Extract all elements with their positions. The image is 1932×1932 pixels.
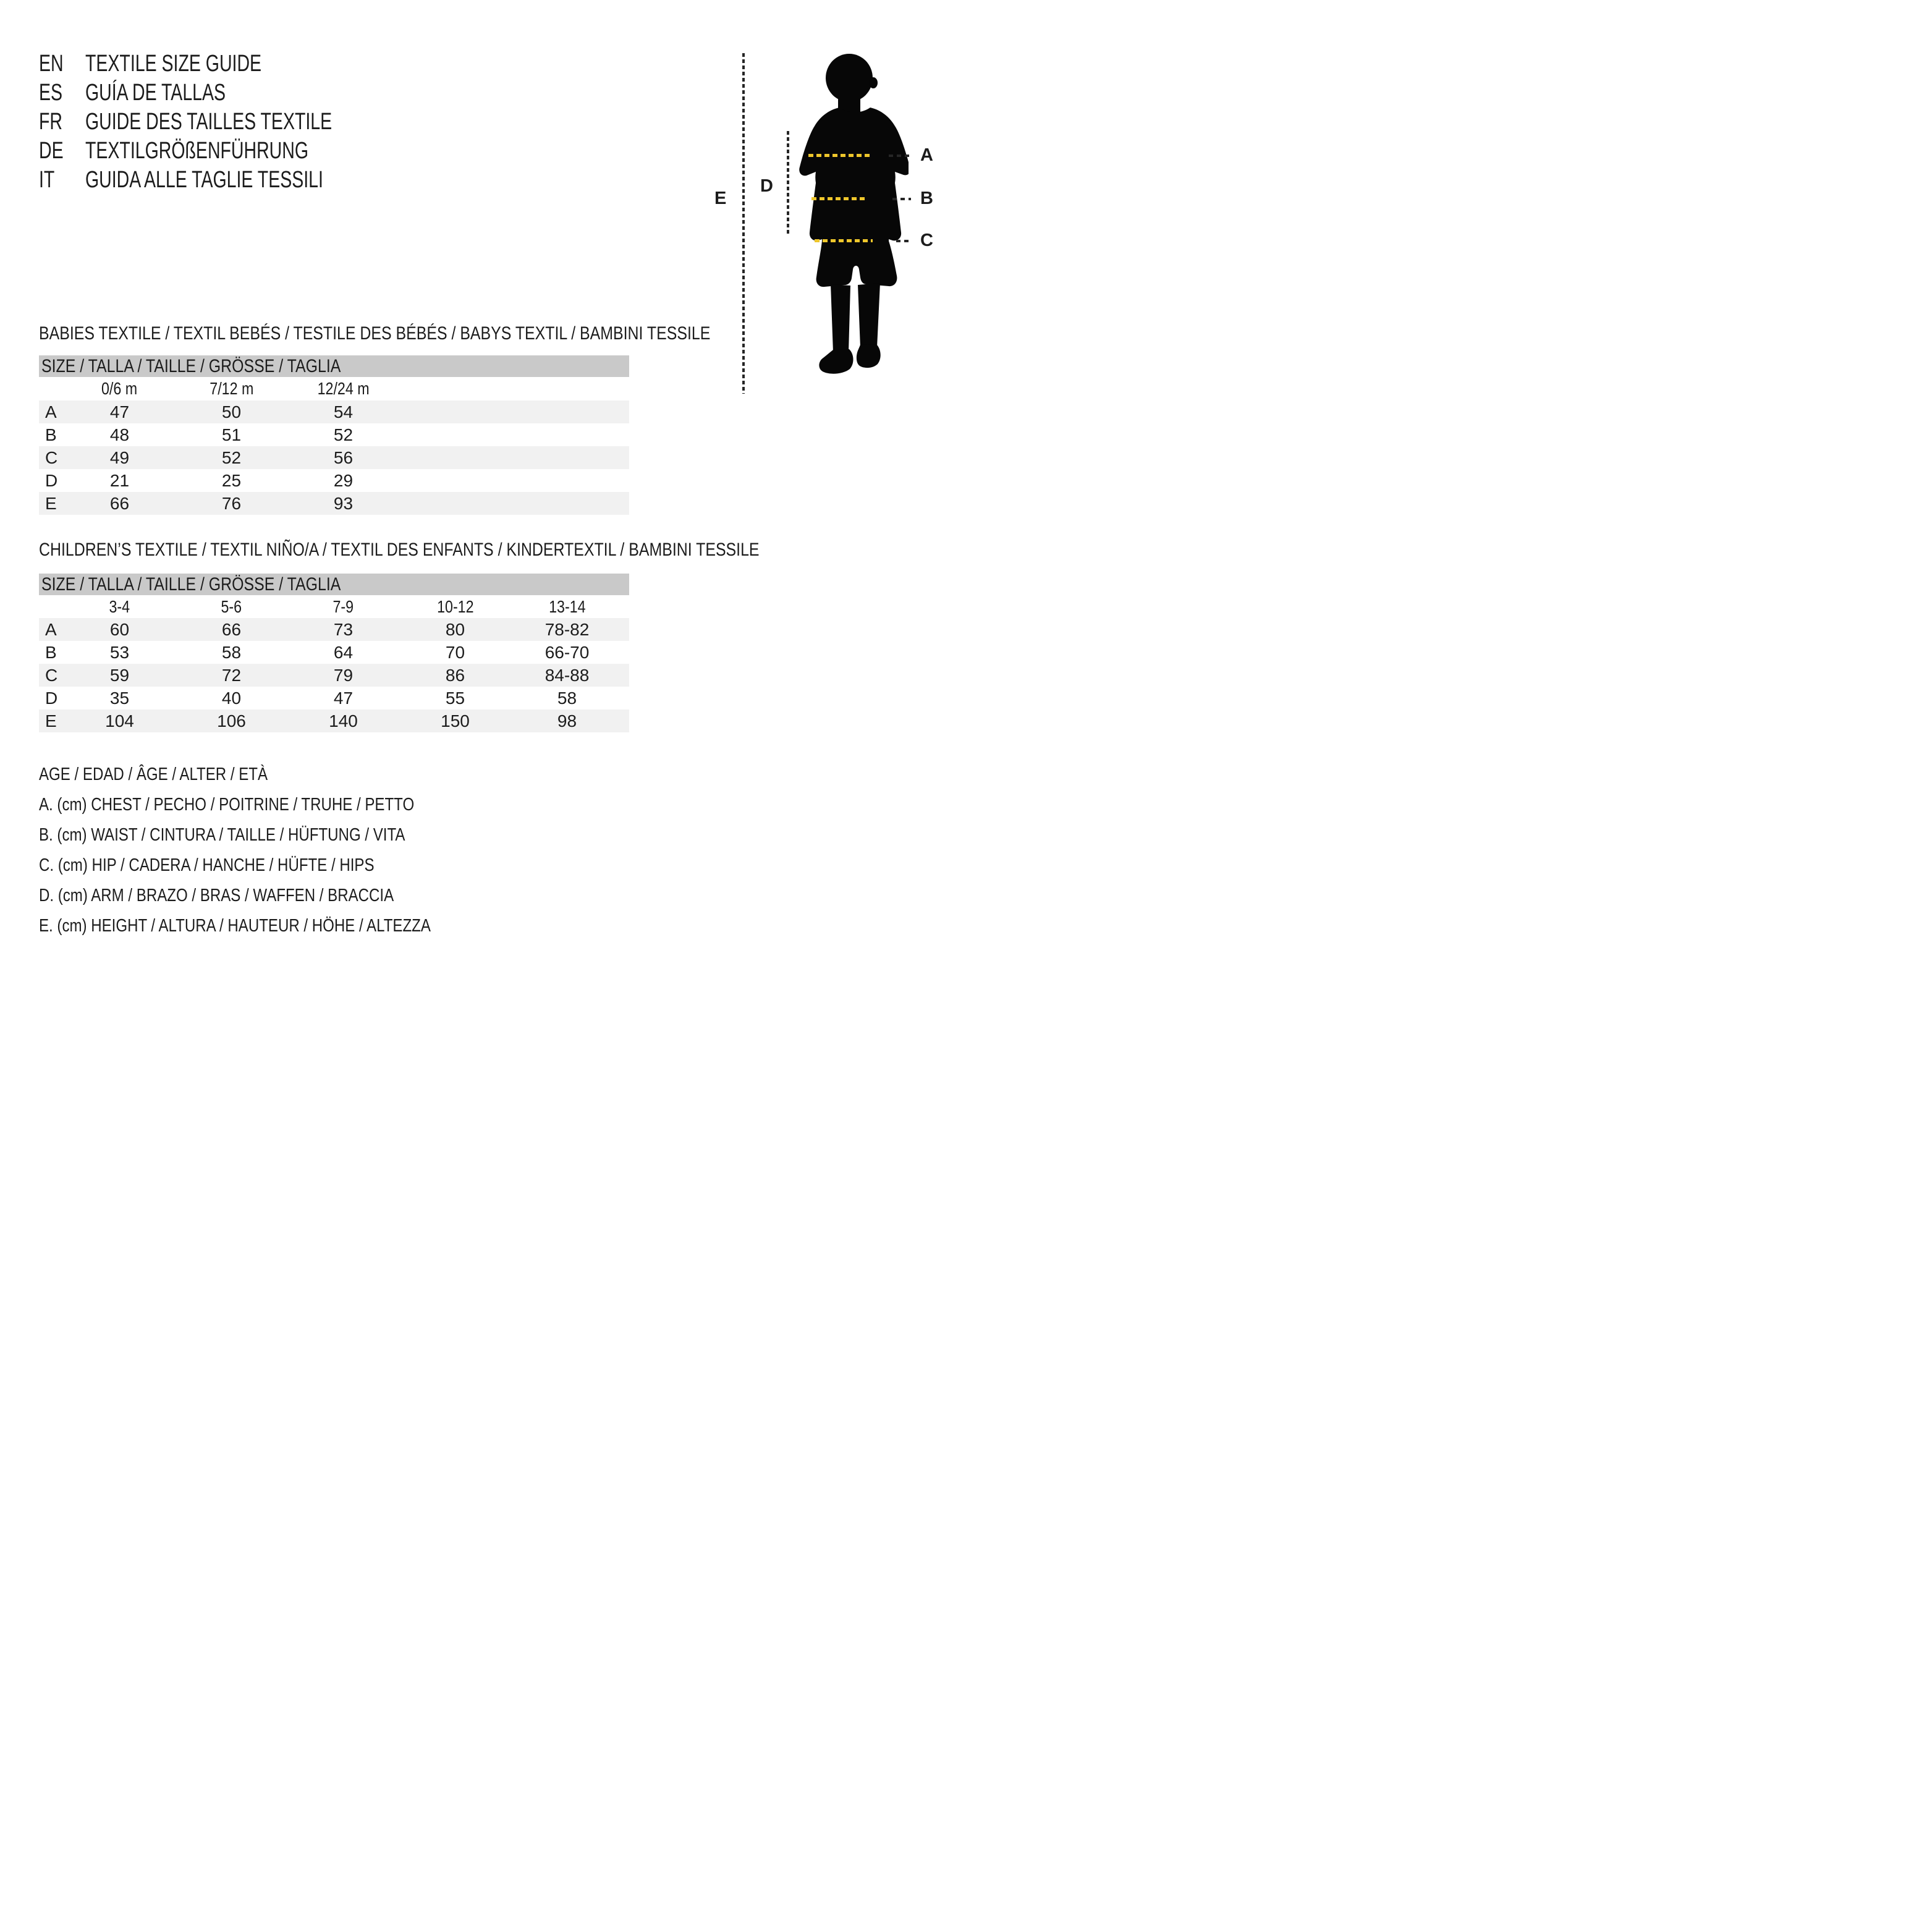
row-label: E	[45, 493, 57, 513]
measure-label-c: C	[920, 231, 933, 250]
lang-code-fr: FR	[39, 109, 62, 135]
lang-title-es: GUÍA DE TALLAS	[85, 80, 226, 106]
legend-line-chest: A. (cm) CHEST / PECHO / POITRINE / TRUHE / PETTO	[39, 795, 415, 815]
lang-code-it: IT	[39, 167, 55, 193]
hip-measure-line-c-yellow	[815, 239, 873, 242]
measure-label-b: B	[920, 189, 933, 208]
table-row: A 60 66 73 80 78-82	[39, 618, 629, 641]
babies-size-header-bar	[39, 355, 629, 377]
children-size-header-bar	[39, 574, 629, 595]
header-row-es	[39, 78, 414, 108]
children-size-header-text: SIZE / TALLA / TAILLE / GRÖSSE / TAGLIA	[41, 574, 341, 595]
language-header	[39, 49, 414, 195]
babies-column-header-row	[39, 377, 629, 400]
arm-measure-line-d	[787, 131, 789, 234]
children-col-4: 13-14	[548, 596, 586, 616]
lang-title-fr: GUIDE DES TAILLES TEXTILE	[85, 109, 333, 135]
row-label: A	[45, 402, 57, 422]
babies-size-table	[39, 355, 629, 515]
table-row: D 21 25 29	[39, 469, 629, 492]
header-row-it	[39, 166, 414, 195]
table-row: D 35 40 47 55 58	[39, 687, 629, 710]
legend-line-waist: B. (cm) WAIST / CINTURA / TAILLE / HÜFTUNG / VITA	[39, 825, 405, 845]
children-size-table	[39, 574, 629, 732]
chest-measure-leader-a	[889, 155, 911, 157]
row-label: D	[45, 470, 58, 490]
measure-label-e: E	[714, 189, 727, 208]
legend-line-hip: C. (cm) HIP / CADERA / HANCHE / HÜFTE / HIPS	[39, 855, 375, 875]
header-row-fr	[39, 108, 414, 137]
textile-size-guide-page	[0, 0, 966, 966]
header-row-en	[39, 49, 414, 78]
measurement-legend	[39, 760, 511, 941]
table-row: C 49 52 56	[39, 446, 629, 469]
height-measure-line-e	[742, 53, 745, 394]
lang-code-de: DE	[39, 138, 64, 164]
waist-measure-line-b-yellow	[811, 197, 868, 200]
table-row: A 47 50 54	[39, 400, 629, 423]
row-label: C	[45, 665, 58, 685]
waist-measure-leader-b	[892, 198, 911, 200]
children-col-0: 3-4	[109, 596, 130, 616]
hip-measure-leader-c	[896, 240, 911, 242]
babies-col-0: 0/6 m	[101, 379, 138, 398]
measure-label-d: D	[760, 176, 773, 196]
chest-measure-line-a-yellow	[808, 154, 870, 157]
legend-line-arm: D. (cm) ARM / BRAZO / BRAS / WAFFEN / BRACCIA	[39, 886, 394, 905]
children-col-1: 5-6	[221, 596, 242, 616]
table-row: B 53 58 64 70 66-70	[39, 641, 629, 664]
table-row: B 48 51 52	[39, 423, 629, 446]
row-label: B	[45, 425, 57, 444]
lang-title-en: TEXTILE SIZE GUIDE	[85, 51, 262, 77]
children-column-header-row	[39, 595, 629, 618]
row-label: C	[45, 447, 58, 467]
children-section-title: CHILDREN’S TEXTILE / TEXTIL NIÑO/A / TEXTIL DES ENFANTS / KINDERTEXTIL / BAMBINI TESSILE	[39, 540, 760, 560]
babies-col-1: 7/12 m	[209, 379, 254, 398]
child-silhouette-icon	[797, 52, 909, 383]
babies-col-2: 12/24 m	[317, 379, 370, 398]
lang-title-de: TEXTILGRÖßENFÜHRUNG	[85, 138, 309, 164]
table-row: E 66 76 93	[39, 492, 629, 515]
legend-line-age: AGE / EDAD / ÂGE / ALTER / ETÀ	[39, 765, 268, 784]
babies-size-header-text: SIZE / TALLA / TAILLE / GRÖSSE / TAGLIA	[41, 355, 341, 376]
row-label: D	[45, 688, 58, 708]
lang-code-en: EN	[39, 51, 64, 77]
children-col-2: 7-9	[333, 596, 354, 616]
header-row-de	[39, 137, 414, 166]
table-row: E 104 106 140 150 98	[39, 710, 629, 732]
row-label: E	[45, 711, 57, 731]
row-label: A	[45, 619, 57, 639]
lang-code-es: ES	[39, 80, 63, 106]
measure-label-a: A	[920, 145, 933, 165]
legend-line-height: E. (cm) HEIGHT / ALTURA / HAUTEUR / HÖHE / ALTEZZA	[39, 916, 431, 936]
babies-section-title: BABIES TEXTILE / TEXTIL BEBÉS / TESTILE DES BÉBÉS / BABYS TEXTIL / BAMBINI TESSILE	[39, 323, 711, 344]
lang-title-it: GUIDA ALLE TAGLIE TESSILI	[85, 167, 323, 193]
row-label: B	[45, 642, 57, 662]
table-row: C 59 72 79 86 84-88	[39, 664, 629, 687]
children-col-3: 10-12	[436, 596, 474, 616]
